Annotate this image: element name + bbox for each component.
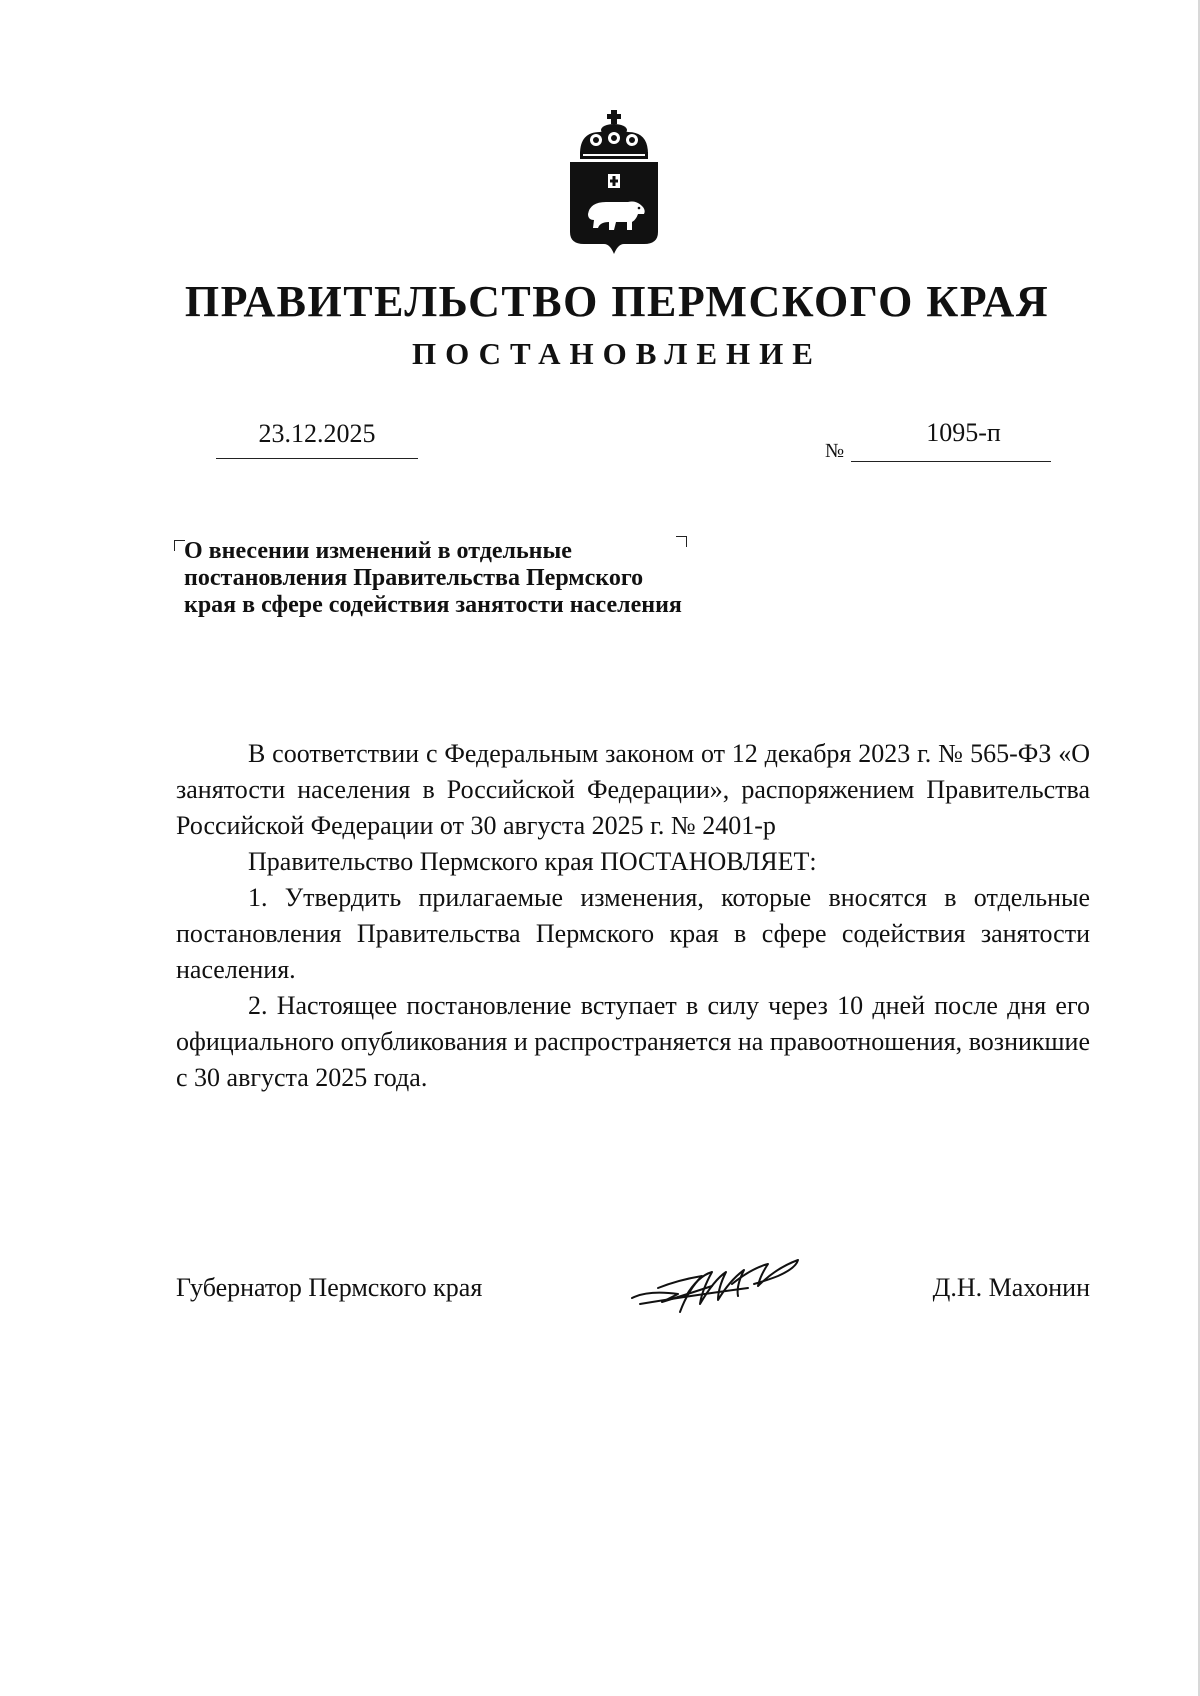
handwritten-signature-icon bbox=[628, 1254, 806, 1320]
document-date: 23.12.2025 bbox=[258, 419, 376, 448]
number-underline bbox=[851, 461, 1051, 462]
document-number: 1095-п bbox=[926, 418, 1001, 447]
item-paragraph-2: 2. Настоящее постановление вступает в силу через 10 дней после дня его официального опубликования и распространяется на правоотношения, возникшие с 30 августа 2025 года. bbox=[176, 991, 1090, 1092]
date-underline bbox=[216, 458, 418, 459]
number-sign: № bbox=[825, 440, 845, 462]
preamble-paragraph: В соответствии с Федеральным законом от 12 декабря 2023 г. № 565-ФЗ «О занятости населения в Российской Федерации», распоряжением Правительства Российской Федерации от 30 августа 2025 г. № 2401-р bbox=[176, 739, 1090, 840]
document-type: ПОСТАНОВЛЕНИЕ bbox=[412, 336, 822, 371]
document-body bbox=[176, 736, 1090, 1096]
resolution-paragraph: Правительство Пермского края ПОСТАНОВЛЯЕТ: bbox=[248, 847, 817, 876]
subject-line: постановления Правительства Пермского bbox=[184, 565, 644, 591]
item-paragraph-1: 1. Утвердить прилагаемые изменения, которые вносятся в отдельные постановления Правительства Пермского края в сфере содействия занятости населения. bbox=[176, 883, 1090, 984]
organization-title: ПРАВИТЕЛЬСТВО ПЕРМСКОГО КРАЯ bbox=[184, 277, 1050, 326]
subject-line: О внесении изменений в отдельные bbox=[184, 538, 572, 564]
document-subject bbox=[184, 538, 682, 619]
signatory-position: Губернатор Пермского края bbox=[176, 1273, 483, 1302]
coat-of-arms-icon bbox=[566, 110, 662, 260]
subject-line: края в сфере содействия занятости населения bbox=[184, 592, 682, 618]
signature-block bbox=[176, 1268, 1090, 1338]
signatory-name: Д.Н. Махонин bbox=[932, 1273, 1090, 1302]
date-field bbox=[216, 414, 418, 459]
